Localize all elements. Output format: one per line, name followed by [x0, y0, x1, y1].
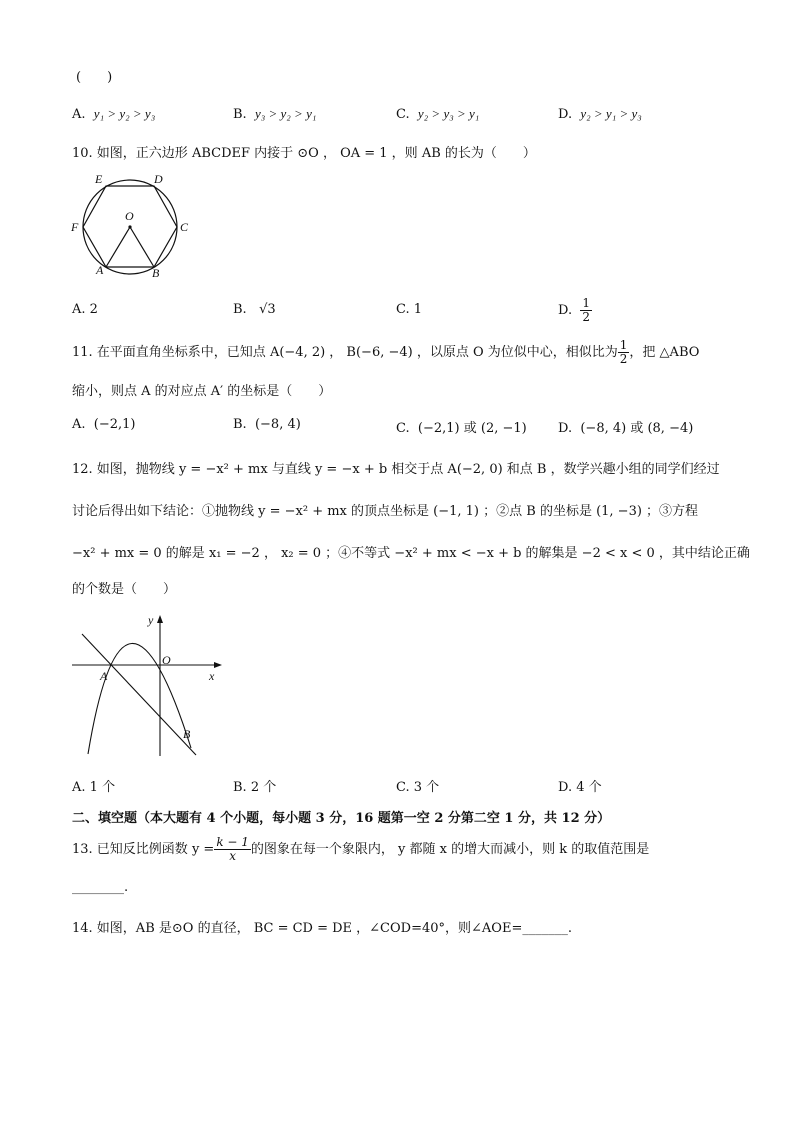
q11-stem-line-2: 缩小，则点 A 的对应点 A′ 的坐标是（ ） — [72, 384, 332, 399]
y-axis-arrow — [157, 615, 163, 623]
q13-answer-blank: ________. — [72, 880, 129, 895]
q13-stem: 13. 已知反比例函数 y = $\frac{k - 1}{x}$ 的图象在每一个象限内， y 都随 x 的增大而减小，则 k 的取值范围是 — [72, 835, 650, 863]
q9-option-b: B. y₃ > y₂ > y₁ — [233, 106, 317, 122]
q12-option-a: A. 1 个 — [72, 780, 116, 795]
segment-ob — [130, 227, 154, 267]
q12-option-d: D. 4 个 — [558, 780, 602, 795]
q12-option-c: C. 3 个 — [396, 780, 440, 795]
label-d: D — [154, 172, 163, 186]
segment-oa — [106, 227, 130, 267]
label-a: A — [100, 669, 108, 683]
label-y: y — [148, 613, 154, 627]
q12-stem-line-1: 12. 如图，抛物线 y = −x² + mx 与直线 y = −x + b 相交于点 A(−2, 0) 和点 B ，数学兴趣小组的同学们经过 — [72, 462, 720, 477]
label-e: E — [95, 172, 103, 186]
label-c: C — [180, 220, 189, 234]
q10-option-d: D. $\frac{1}{2}$ — [558, 296, 590, 324]
center-point — [128, 225, 131, 228]
q11-option-a: A. (−2,1) — [72, 417, 136, 432]
q11-option-c: C. (−2,1) 或 (2, −1) — [396, 421, 527, 436]
section-heading: 二、填空题（本大题有 4 个小题，每小题 3 分，16 题第一空 2 分第二空 1 分，共 12 分） — [72, 811, 611, 826]
q9-answer-paren: ( ) — [76, 70, 113, 85]
q10-option-b: B. √3 — [233, 302, 276, 317]
straight-line — [82, 634, 196, 755]
label-a: A — [96, 263, 104, 277]
q11-stem-line-1: 11. 在平面直角坐标系中，已知点 A(−4, 2) ， B(−6, −4) ，以原点 O 为位似中心，相似比为 $\frac{1}{2}$ ，把 △ABO — [72, 338, 700, 366]
q9-option-a: A. y₁ > y₂ > y₃ — [72, 106, 156, 122]
q10-stem: 10. 如图，正六边形 ABCDEF 内接于 ⊙O ， OA = 1 ，则 AB 的长为（ ） — [72, 146, 536, 161]
label-o: O — [162, 653, 171, 667]
q9-option-c: C. y₂ > y₃ > y₁ — [396, 106, 480, 122]
parabola-curve — [88, 643, 191, 754]
q11-option-b: B. (−8, 4) — [233, 417, 301, 432]
q9-option-d: D. y₂ > y₁ > y₃ — [558, 106, 642, 122]
label-o: O — [125, 209, 134, 223]
q11-option-d: D. (−8, 4) 或 (8, −4) — [558, 421, 694, 436]
q10-option-a: A. 2 — [72, 302, 98, 317]
q12-stem-line-2: 讨论后得出如下结论：①抛物线 y = −x² + mx 的顶点坐标是 (−1, 1) ；②点 B 的坐标是 (1, −3) ；③方程 — [72, 504, 699, 519]
label-b: B — [183, 727, 191, 741]
x-axis-arrow — [214, 662, 222, 668]
hexagon-circle-figure — [66, 170, 196, 282]
q12-stem-line-3: −x² + mx = 0 的解是 x₁ = −2 ， x₂ = 0 ；④不等式 −x² + mx < −x + b 的解集是 −2 < x < 0 ，其中结论正确 — [72, 546, 750, 561]
similarity-ratio-fraction: $\frac{1}{2}$ — [619, 338, 628, 366]
parabola-line-figure — [66, 608, 226, 760]
q12-stem-line-4: 的个数是（ ） — [72, 582, 177, 597]
function-fraction: $\frac{k - 1}{x}$ — [216, 835, 249, 863]
q12-option-b: B. 2 个 — [233, 780, 277, 795]
q10-option-c: C. 1 — [396, 302, 423, 317]
label-b: B — [152, 266, 160, 280]
fraction: $\frac{1}{2}$ — [582, 296, 590, 324]
q14-stem: 14. 如图，AB 是⊙O 的直径， BC = CD = DE ，∠COD=40°，则∠AOE=_______. — [72, 921, 572, 936]
label-x: x — [209, 669, 215, 683]
label-f: F — [71, 220, 79, 234]
